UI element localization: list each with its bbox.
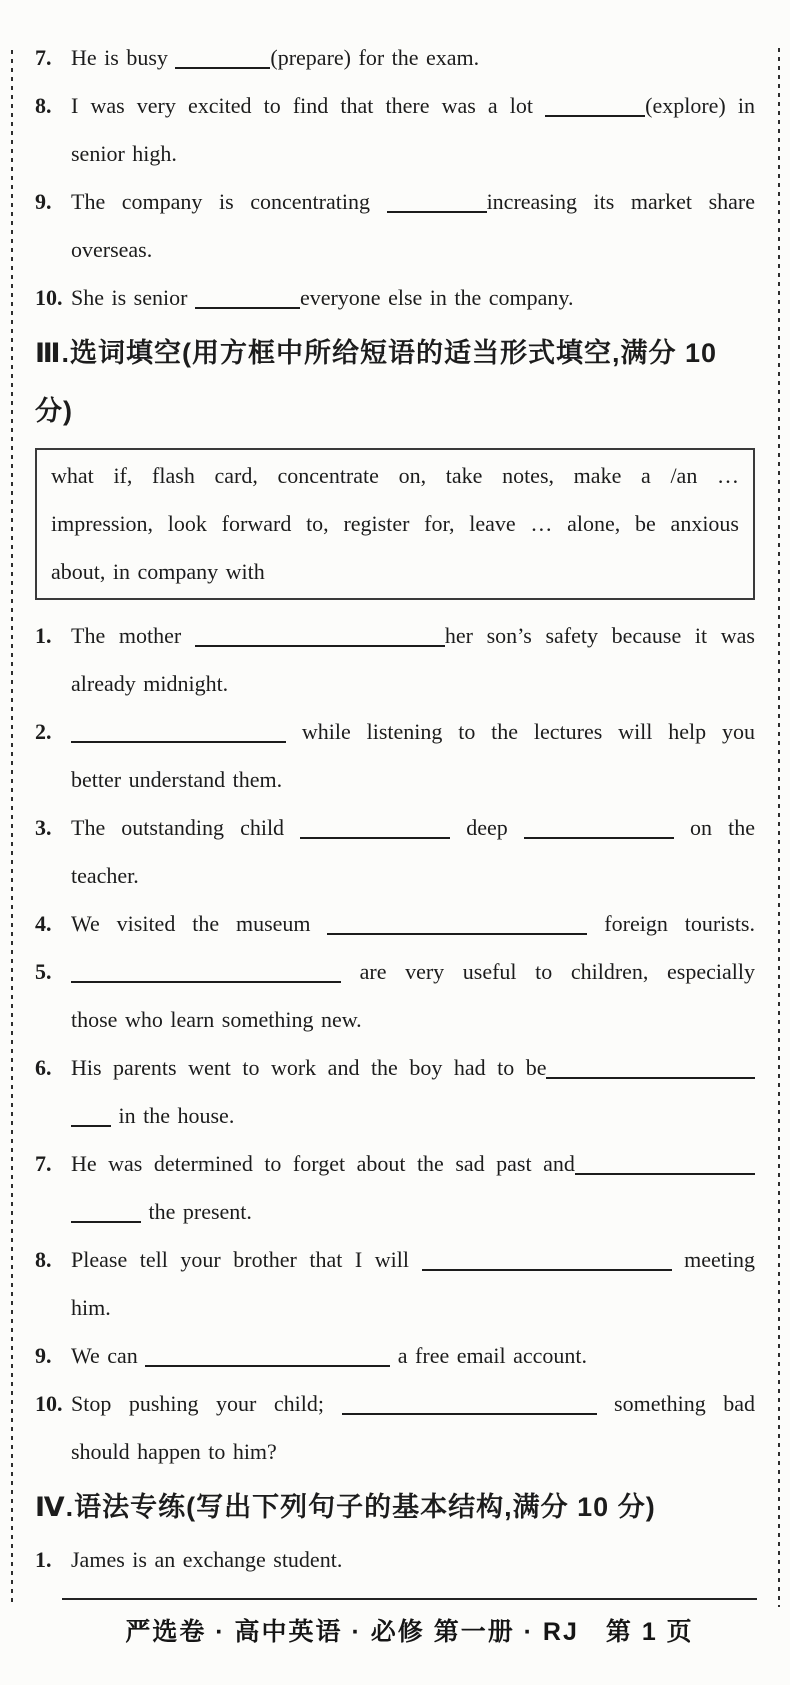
question-text: should happen to him?	[71, 1439, 277, 1464]
answer-blank	[524, 821, 674, 839]
question-text: her son’s safety because it was	[444, 623, 755, 648]
answer-blank	[545, 99, 645, 117]
left-margin-dashed-rule	[11, 50, 13, 1607]
word-bank-line: impression, look forward to, register for, leave … alone, be anxious	[51, 511, 739, 536]
question-text: senior high.	[71, 141, 177, 166]
question-text: I was very excited to find that there was a lot	[71, 93, 546, 118]
answer-blank	[175, 51, 270, 69]
question-item	[35, 1332, 755, 1380]
question-text: The mother	[71, 623, 195, 648]
question-text: increasing its market share	[486, 189, 755, 214]
question-text: a free email account.	[390, 1343, 588, 1368]
word-bank-line: what if, flash card, concentrate on, take notes, make a /an …	[51, 463, 739, 488]
question-item	[35, 1536, 755, 1584]
question-number: 7.	[35, 45, 52, 70]
question-item	[35, 708, 755, 804]
question-text: everyone else in the company.	[299, 285, 574, 310]
question-item	[35, 178, 755, 274]
question-text: those who learn something new.	[71, 1007, 362, 1032]
word-bank-line: about, in company with	[51, 559, 265, 584]
question-text: teacher.	[71, 863, 139, 888]
question-number: 9.	[35, 189, 52, 214]
question-number: 8.	[35, 93, 52, 118]
question-text: the present.	[141, 1199, 252, 1224]
answer-blank	[71, 725, 286, 743]
answer-blank	[342, 1397, 597, 1415]
question-number: 10.	[35, 285, 63, 310]
answer-blank	[145, 1349, 390, 1367]
section-iv-heading: Ⅳ.语法专练(写出下列句子的基本结构,满分 10 分)	[35, 1492, 656, 1522]
question-item	[35, 274, 755, 322]
question-text: Please tell your brother that I will	[71, 1247, 422, 1272]
question-text: He was determined to forget about the sad past and	[71, 1151, 575, 1176]
question-text: His parents went to work and the boy had to be	[71, 1055, 547, 1080]
question-number: 2.	[35, 719, 52, 744]
question-item	[35, 1380, 755, 1476]
question-text: We visited the museum	[71, 911, 328, 936]
question-number: 1.	[35, 1547, 52, 1572]
question-item	[35, 34, 755, 82]
question-item	[35, 948, 755, 1044]
question-text: The outstanding child	[71, 815, 301, 840]
answer-blank	[327, 917, 587, 935]
question-text: while listening to the lectures will help you	[286, 719, 755, 744]
section-iii-heading: Ⅲ.选词填空(用方框中所给短语的适当形式填空,满分 10 分)	[35, 338, 718, 426]
right-margin-dashed-rule	[778, 48, 780, 1607]
page-content	[35, 34, 755, 1584]
question-text: Stop pushing your child;	[71, 1391, 342, 1416]
answer-blank	[71, 1205, 141, 1223]
question-item	[35, 900, 755, 948]
question-number: 5.	[35, 959, 52, 984]
answer-blank	[195, 629, 445, 647]
question-text: better understand them.	[71, 767, 283, 792]
answer-blank	[300, 821, 450, 839]
question-text: He is busy	[71, 45, 176, 70]
question-item	[35, 612, 755, 708]
footer-rule	[62, 1598, 757, 1600]
question-text: She is senior	[71, 285, 195, 310]
question-number: 10.	[35, 1391, 63, 1416]
question-text: something bad	[596, 1391, 755, 1416]
page-footer	[62, 1598, 757, 1648]
question-text: We can	[71, 1343, 146, 1368]
question-number: 9.	[35, 1343, 52, 1368]
question-text: are very useful to children, especially	[341, 959, 755, 984]
word-bank-box	[35, 448, 755, 600]
question-item	[35, 1236, 755, 1332]
answer-blank	[71, 965, 341, 983]
answer-blank	[387, 195, 487, 213]
question-item	[35, 82, 755, 178]
question-text: meeting	[671, 1247, 755, 1272]
answer-blank	[71, 1109, 111, 1127]
question-text: him.	[71, 1295, 111, 1320]
question-text: James is an exchange student.	[71, 1547, 343, 1572]
question-text: deep	[450, 815, 524, 840]
question-text: overseas.	[71, 237, 153, 262]
question-number: 8.	[35, 1247, 52, 1272]
question-number: 6.	[35, 1055, 52, 1080]
question-text: The company is concentrating	[71, 189, 387, 214]
question-number: 4.	[35, 911, 52, 936]
question-item	[35, 1044, 755, 1140]
question-text: already midnight.	[71, 671, 229, 696]
question-item	[35, 804, 755, 900]
answer-blank	[546, 1061, 755, 1079]
answer-blank	[575, 1157, 755, 1175]
question-number: 3.	[35, 815, 52, 840]
question-text: (prepare) for the exam.	[270, 45, 480, 70]
question-number: 7.	[35, 1151, 52, 1176]
question-text: on the	[673, 815, 756, 840]
footer-text: 严选卷 · 高中英语 · 必修 第一册 · RJ 第 1 页	[125, 1618, 694, 1646]
answer-blank	[422, 1253, 672, 1271]
question-text: (explore) in	[645, 93, 755, 118]
question-number: 1.	[35, 623, 52, 648]
question-text: foreign tourists.	[587, 911, 755, 936]
question-text: in the house.	[111, 1103, 235, 1128]
question-item	[35, 1140, 755, 1236]
answer-blank	[195, 291, 300, 309]
